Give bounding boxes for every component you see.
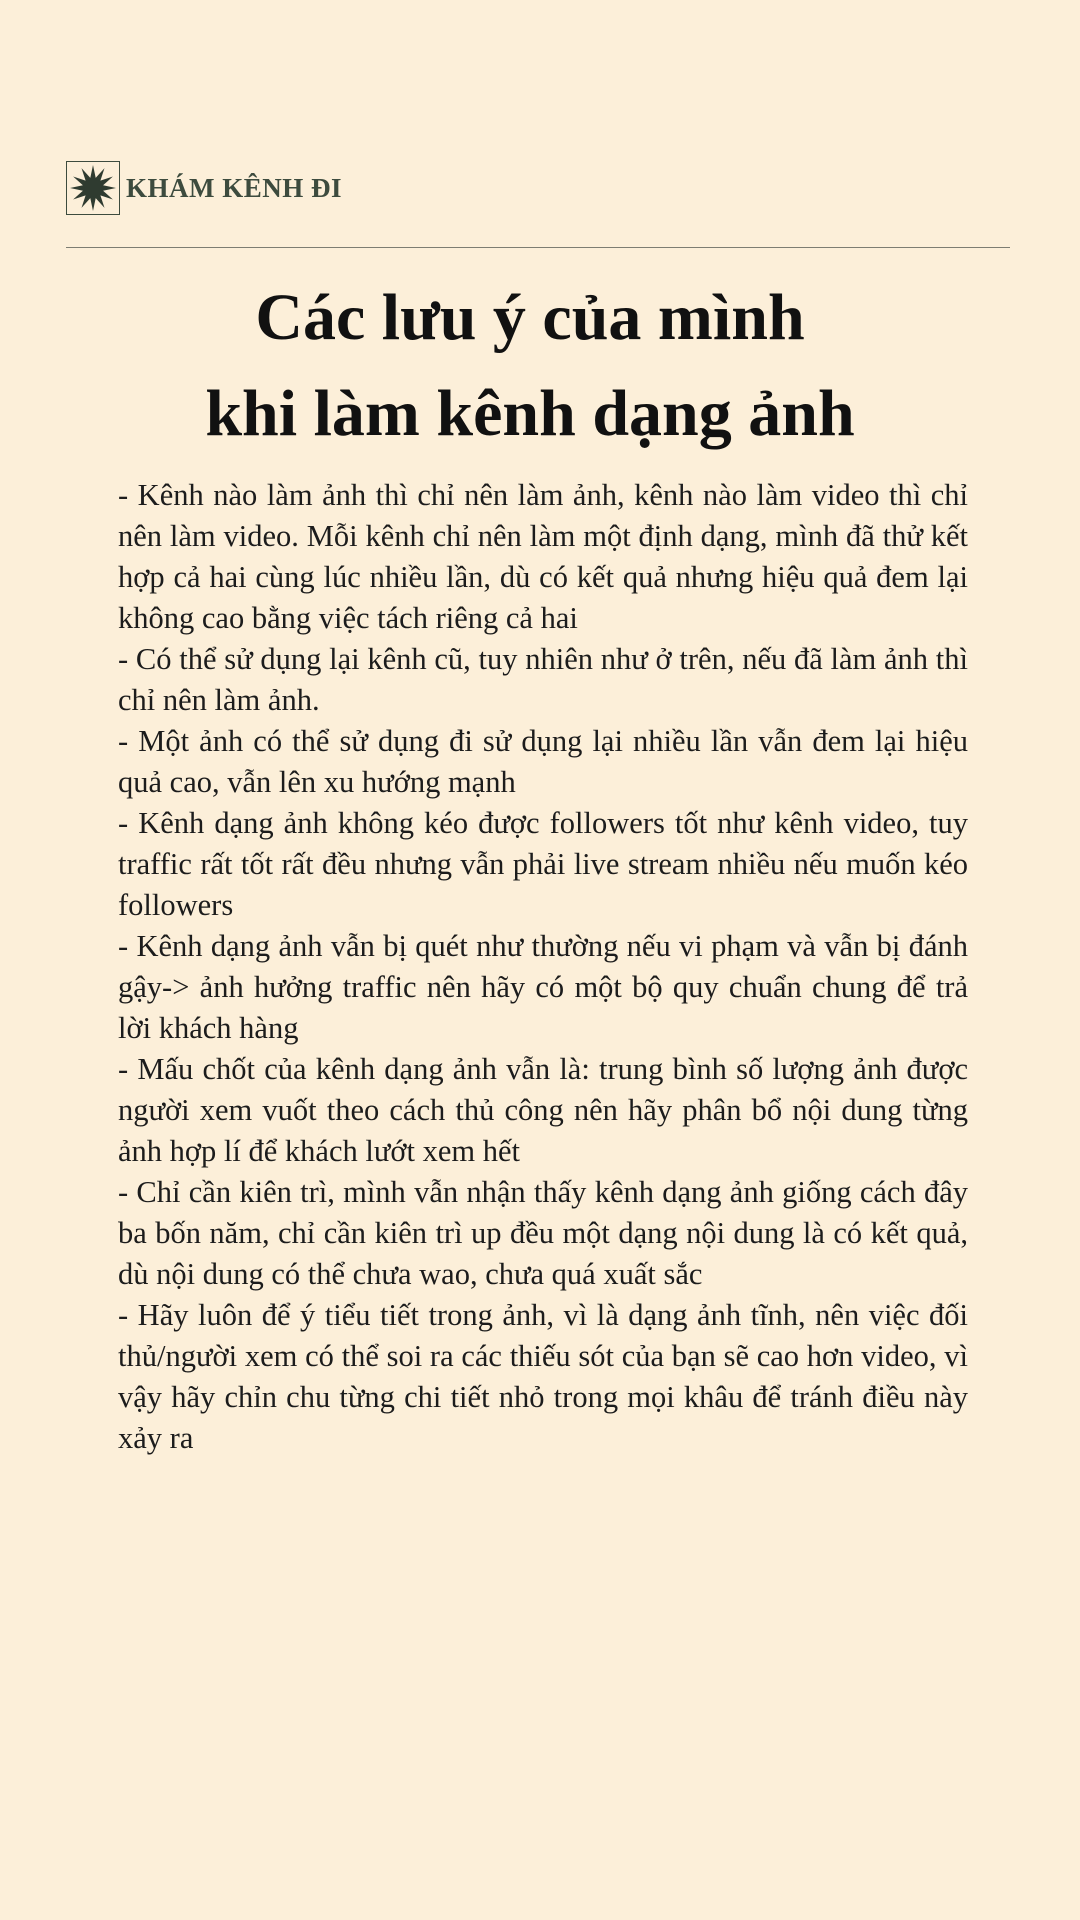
tip-paragraph-5: - Kênh dạng ảnh vẫn bị quét như thường nếu vi phạm và vẫn bị đánh gậy-> ảnh hưởng traffic nên hãy có một bộ quy chuẩn chung để trả lời khách hàng: [118, 929, 968, 1045]
tips-list: [118, 475, 968, 1459]
page-title-line-2: khi làm kênh dạng ảnh: [205, 377, 855, 450]
brand-logo: [66, 161, 120, 215]
tip-paragraph-1: - Kênh nào làm ảnh thì chỉ nên làm ảnh, kênh nào làm video thì chỉ nên làm video. Mỗi kênh chỉ nên làm một định dạng, mình đã thử kết hợp cả hai cùng lúc nhiều lần, dù có kết quả nhưng hiệu quả đem lại không cao bằng việc tách riêng cả hai: [118, 478, 968, 635]
page-title-line-1: Các lưu ý của mình: [255, 281, 805, 354]
header-divider: [66, 247, 1010, 248]
brand-header: [66, 160, 342, 216]
tip-paragraph-7: - Chỉ cần kiên trì, mình vẫn nhận thấy kênh dạng ảnh giống cách đây ba bốn năm, chỉ cần kiên trì up đều một dạng nội dung là có kết quả, dù nội dung có thể chưa wao, chưa quá xuất sắc: [118, 1175, 968, 1291]
starburst-icon: [68, 163, 118, 213]
tip-paragraph-8: - Hãy luôn để ý tiểu tiết trong ảnh, vì là dạng ảnh tĩnh, nên việc đối thủ/người xem có thể soi ra các thiếu sót của bạn sẽ cao hơn video, vì vậy hãy chỉn chu từng chi tiết nhỏ trong mọi khâu để tránh điều này xảy ra: [118, 1298, 968, 1455]
tip-paragraph-2: - Có thể sử dụng lại kênh cũ, tuy nhiên như ở trên, nếu đã làm ảnh thì chỉ nên làm ảnh.: [118, 642, 968, 717]
page-title: [0, 270, 1060, 462]
tip-paragraph-3: - Một ảnh có thể sử dụng đi sử dụng lại nhiều lần vẫn đem lại hiệu quả cao, vẫn lên xu hướng mạnh: [118, 724, 968, 799]
tip-paragraph-6: - Mấu chốt của kênh dạng ảnh vẫn là: trung bình số lượng ảnh được người xem vuốt theo cách thủ công nên hãy phân bổ nội dung từng ảnh hợp lí để khách lướt xem hết: [118, 1052, 968, 1168]
brand-name: KHÁM KÊNH ĐI: [126, 172, 343, 203]
tip-paragraph-4: - Kênh dạng ảnh không kéo được followers tốt như kênh video, tuy traffic rất tốt rất đều nhưng vẫn phải live stream nhiều nếu muốn kéo followers: [118, 806, 968, 922]
